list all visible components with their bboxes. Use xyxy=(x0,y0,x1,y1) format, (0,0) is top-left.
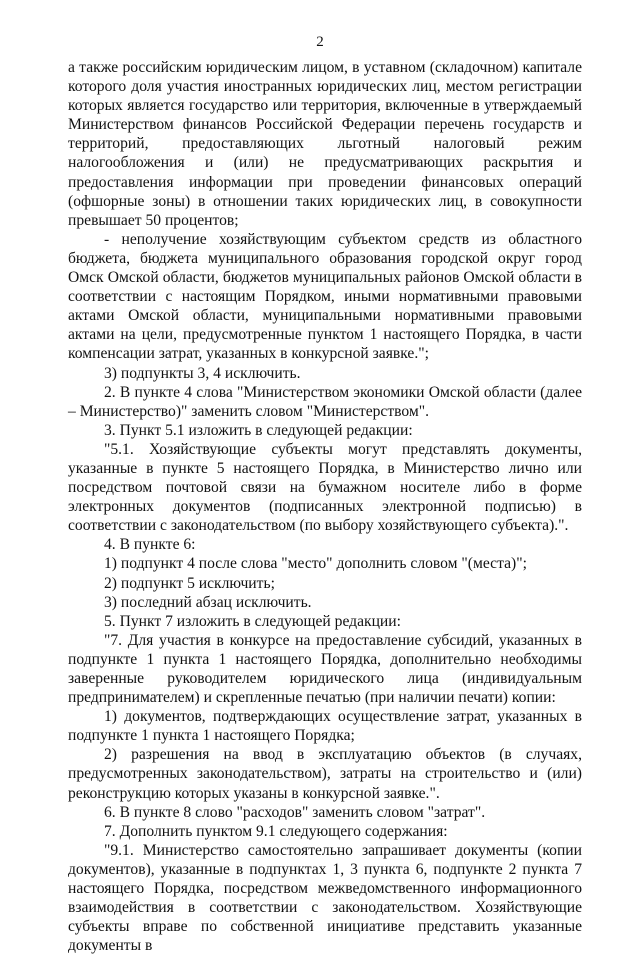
paragraph: "5.1. Хозяйствующие субъекты могут представлять документы, указанные в пункте 5 настоящего Порядка, в Министерство лично или посредством почтовой связи на бумажном носителе либо в форме электронных документов (подписанных электронной подписью) в соответствии с законодательством (по выбору хозяйствующего субъекта).". xyxy=(68,440,582,535)
paragraph: 3. Пункт 5.1 изложить в следующей редакции: xyxy=(104,421,413,439)
paragraph: 3) последний абзац исключить. xyxy=(104,593,312,611)
paragraph: "9.1. Министерство самостоятельно запрашивает документы (копии документов), указанные в подпунктах 1, 3 пункта 6, подпункте 2 пункта 7 настоящего Порядка, посредством межведомственного информационного взаимодействия в соответствии с законодательством. Хозяйствующие субъекты вправе по собственной инициативе представить указанные документы в xyxy=(68,841,582,955)
paragraph: - неполучение хозяйствующим субъектом средств из областного бюджета, бюджета муниципального образования городской округ город Омск Омской области, бюджетов муниципальных районов Омской области в соответствии с настоящим Порядком, иными нормативными правовыми актами Омской области, муниципальными нормативными правовыми актами на цели, предусмотренные пунктом 1 настоящего Порядка, в части компенсации затрат, указанных в конкурсной заявке."; xyxy=(68,230,582,363)
paragraph: 6. В пункте 8 слово "расходов" заменить словом "затрат". xyxy=(104,803,486,821)
paragraph: 1) документов, подтверждающих осуществление затрат, указанных в подпункте 1 пункта 1 настоящего Порядка; xyxy=(68,708,582,745)
document-body xyxy=(68,58,582,955)
paragraph: 2) разрешения на ввод в эксплуатацию объектов (в случаях, предусмотренных законодательством), затраты на строительство и (или) реконструкцию которых указаны в конкурсной заявке.". xyxy=(68,746,582,802)
paragraph: 2. В пункте 4 слова "Министерством экономики Омской области (далее – Министерство)" заменить словом "Министерством". xyxy=(68,383,582,420)
paragraph: 4. В пункте 6: xyxy=(104,536,196,554)
paragraph: 2) подпункт 5 исключить; xyxy=(104,574,275,592)
page-number: 2 xyxy=(316,34,324,50)
paragraph: а также российским юридическим лицом, в уставном (складочном) капитале которого доля участия иностранных юридических лиц, местом регистрации которых является государство или территория, включенные в утверждаемый Министерством финансов Российской Федерации перечень государств и территорий, предоставляющих льготный налоговый режим налогообложения и (или) не предусматривающих раскрытия и предоставления информации при проведении финансовых операций (офшорные зоны) в отношении таких юридических лиц, в совокупности превышает 50 процентов; xyxy=(68,59,582,229)
paragraph: 7. Дополнить пунктом 9.1 следующего содержания: xyxy=(104,822,448,840)
paragraph: 5. Пункт 7 изложить в следующей редакции: xyxy=(104,612,401,630)
paragraph: 3) подпункты 3, 4 исключить. xyxy=(104,364,301,382)
paragraph: 1) подпункт 4 после слова "место" дополнить словом "(места)"; xyxy=(104,555,527,573)
paragraph: "7. Для участия в конкурсе на предоставление субсидий, указанных в подпункте 1 пункта 1 настоящего Порядка, дополнительно необходимы заверенные руководителем юридического лица (индивидуальным предпринимателем) и скрепленные печатью (при наличии печати) копии: xyxy=(68,631,582,707)
